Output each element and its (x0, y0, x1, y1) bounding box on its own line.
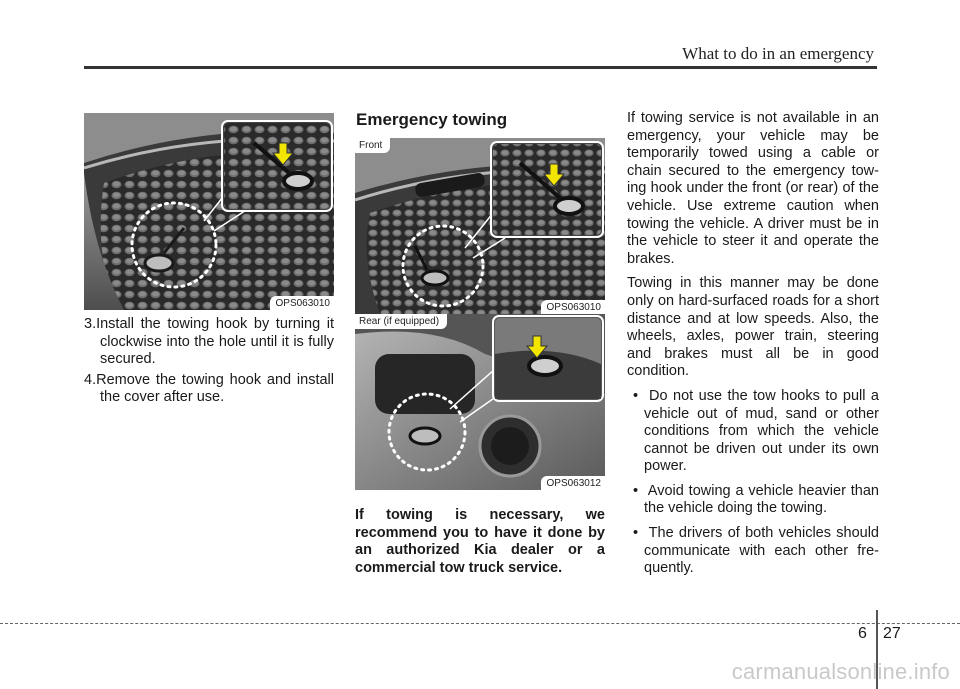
figure-front-grille-illustration (355, 138, 605, 314)
watermark: carmanualsonline.info (731, 659, 950, 684)
figure-code: OPS063010 (541, 300, 606, 314)
figure-front (355, 138, 605, 314)
paragraph: If towing service is not available in an emergency, your vehicle may be temporarily towed using a cable or chain secured to the emergency towing hook under the front (or rear) of the vehicle. Use extreme caution when towing the vehicle. A driver must be in the vehicle to steer it and operate the brakes. (627, 110, 879, 267)
figure-front-towing-hook (84, 113, 334, 310)
figure-rear (355, 314, 605, 490)
figure-code: OPS063010 (270, 296, 335, 310)
emergency-towing-heading: Emergency towing (356, 110, 508, 129)
figure-label-rear: Rear (if equipped) (355, 314, 447, 329)
installation-steps (84, 316, 334, 407)
figure-code: OPS063012 (541, 476, 606, 490)
step-3: 3.Install the towing hook by turning it clockwise into the hole until it is fully secured. (84, 316, 334, 368)
paragraph: Towing in this manner may be done only on hard-surfaced roads for a short distance and at low speeds. Also, the wheels, axles, power train, steering and brakes must all be in good condition. (627, 275, 879, 380)
header-rule (84, 66, 877, 69)
page-number: 27 (883, 625, 901, 642)
section-title: What to do in an emergency (682, 44, 874, 63)
figure-front-illustration (84, 113, 334, 310)
footer-rule (0, 623, 960, 624)
towing-recommendation: If towing is necessary, we recommend you to have it done by an authorized Kia dealer or a commercial tow truck service. (355, 507, 605, 576)
bullet-item: • The drivers of both vehicles should communicate with each other frequently. (633, 525, 879, 577)
figure-rear-bumper-illustration (355, 314, 605, 490)
step-4: 4.Remove the towing hook and install the cover after use. (84, 371, 334, 406)
towing-instructions (627, 110, 879, 585)
chapter-number: 6 (858, 625, 867, 642)
bullet-text: The drivers of both vehicles should communicate with each other frequently. (644, 525, 879, 577)
bullet-text: Do not use the tow hooks to pull a vehicle out of mud, sand or other conditions from which the vehicle cannot be driven out under its own power. (644, 387, 879, 475)
bullet-item: • Avoid towing a vehicle heavier than the vehicle doing the towing. (633, 482, 879, 517)
figure-label-front: Front (355, 138, 390, 153)
bullet-item: • Do not use the tow hooks to pull a vehicle out of mud, sand or other conditions from which the vehicle cannot be driven out under its own power. (633, 387, 879, 475)
bullet-text: Avoid towing a vehicle heavier than the vehicle doing the towing. (644, 482, 879, 517)
